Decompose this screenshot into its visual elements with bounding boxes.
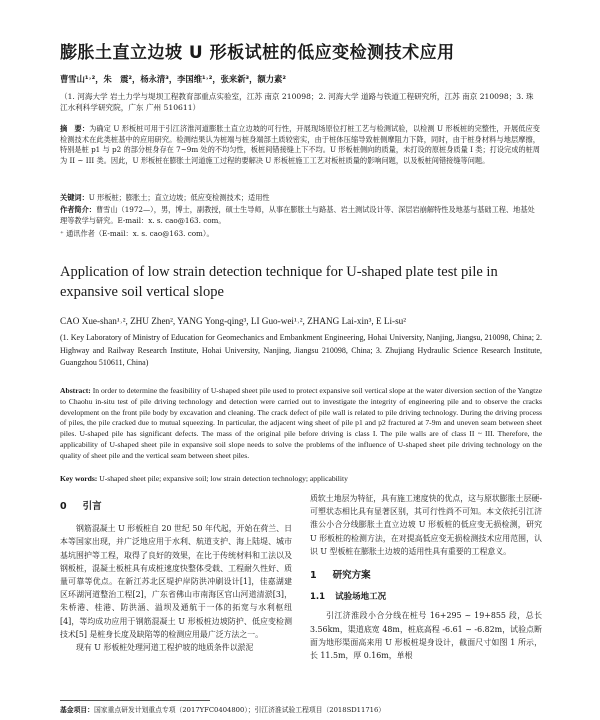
section-heading-1	[310, 569, 542, 582]
chinese-abstract-text: 为确定 U 形板桩可用于引江济淮河道膨胀土直立边坡的可行性，开展现场原位打桩工艺与检测试验，以检测 U 形板桩的完整性，开展低应变检测技术在此类桩基中的应用研究。检测结果认为桩端与桩身端部土质较密实，由于桩体压缩导致桩侧摩阻力下降，同时，由于桩身材料与地层摩擦，特别是桩 p1 与 p2 的部分桩身存在 7~9m 处的不均匀性，板桩间错接缝上下不均。U 形板桩侧向的质量，未打设的原桩身质量 I 类；打设完成的桩周为 II ~ III 类。因此，U 形板桩在膨胀土河道施工过程的要解决 U 形板桩施工工艺对板桩质量的影响问题，以及板桩间错接缝等问题。	[60, 124, 540, 165]
chinese-affiliations: （1. 河海大学 岩土力学与堤坝工程教育部重点实验室，江苏 南京 210098；2. 河海大学 道路与铁道工程研究所，江苏 南京 210098；3. 珠江水利科学研究院，广东 广州 510611）	[60, 92, 534, 112]
footnote-divider	[60, 700, 210, 701]
subsection-number: 1.1	[310, 592, 326, 603]
intro-paragraph: 钢筋混凝土 U 形板桩自 20 世纪 50 年代起，开始在荷兰、日本等国家出现，并广泛地应用于水利、航道支护、海上陆堤、城市基坑围护等工程，取得了良好的效果，在比于传统材料和工法以及钢板桩，混凝土板桩具有成桩速度快整体受载、工程耐久性好、质量可靠等优点。在新江苏北区堤护岸防洪冲刷设计[1]，佳嘉湖建区环湖河道整治工程[2]，广东省佛山市南海区官山河道清淤[3]，朱桥港、桂港、防洪涵、溢坝及通航于一体的拓宽与水利枢纽[4]，等均成功应用于钢筋混凝土 U 形板桩边坡防护、低应变检测技术[5] 是桩身长度及缺陷等的检测应用最广泛方法之一。	[60, 524, 292, 639]
section-heading-intro	[60, 500, 292, 513]
intro-continuation: 质软土地层为特征，具有施工速度快的优点，这与原状膨胀土层硬-可塑状态相比具有显著区别，其可行性尚不可知。本文依托引江济淮公小合分线膨胀土直立边坡 U 形板桩的低应变无损检测，研究 U 形板桩的检测方法，在对提高低应变无损检测技术应用范围，认识 U 型板桩在膨胀土边坡的适用性具有重要的工程意义。	[310, 494, 542, 556]
author-bio-text: 曹雪山（1972—），男，博士，副教授，硕士生导师，从事在膨胀土与路基、岩土测试设计等、深层岩崩解特性及地基与基础工程、地基处理等教学与研究。E-mail：x. s. cao@163. com。	[60, 205, 535, 225]
author-bio	[60, 205, 540, 226]
funding-label: 基金项目：	[60, 706, 94, 714]
english-abstract-label: Abstract:	[60, 386, 91, 395]
section-number: 0	[60, 501, 67, 512]
chinese-abstract-label: 摘 要：	[60, 124, 90, 133]
english-keywords-label: Key words:	[60, 474, 98, 483]
english-keywords	[60, 474, 542, 483]
english-abstract	[60, 386, 542, 462]
corresponding-author: ⁺ 通讯作者（E-mail：x. s. cao@163. com）。	[60, 229, 214, 238]
english-abstract-text: In order to determine the feasibility of U-shaped sheet pile used to protect expansive soil vertical slope at the water diversion section of the Yangtze to Chaohu in-situ test of pile driving technology and detection were carried out to investigate the integrity of engineering pile and to observe the cracks development on the front pile body by excavation and cleaning. The crack defect of pile wall is related to pile driving technology. During the driving process of piles, the pile cracked due to mutual squeezing. In particular, the adjacent wing sheet of pile p1 and p2 fractured at 7-9m and uneven seam between sheet piles. U-shaped pile has significant defects. The mass of the original pile before driving is class I. The pile walls are of class II ~ III. Therefore, the applicability of U-shaped sheet pile in expansive soil slope needs to solve the problems of the influence of U-shaped sheet pile driving technology on the quality of sheet pile and the vertical seam between sheet piles.	[60, 386, 542, 460]
section-1-1-paragraph: 引江济淮段小合分线在桩号 16+295 ~ 19+855 段，总长 3.56km，渠道底宽 48m，桩底高程 -6.61 ~ -6.82m，试验点断面为地形渠面高来用 U 形板桩堤身设计，截面尺寸如图 1 所示，长 11.5m，厚 0.16m，单根	[310, 611, 542, 661]
funding-footnote	[60, 704, 540, 714]
subsection-heading-1-1	[310, 591, 542, 604]
chinese-title: 膨胀土直立边坡 U 形板试桩的低应变检测技术应用	[60, 43, 455, 63]
english-keywords-text: U-shaped sheet pile; expansive soil; low strain detection technology; applicability	[99, 474, 348, 483]
chinese-keywords-text: U 形板桩；膨胀土；直立边坡；低应变检测技术；适用性	[88, 193, 270, 202]
section-title: 引言	[82, 501, 102, 512]
funding-text: 国家重点研发计划重点专项（2017YFC0404800）；引江济淮试验工程项目（2018SD11716）	[93, 706, 386, 714]
chinese-keywords-label: 关键词：	[60, 193, 89, 202]
section-number: 1	[310, 570, 317, 582]
section-title: 研究方案	[332, 570, 371, 582]
body-left-column	[60, 492, 292, 654]
subsection-title: 试验场地工况	[335, 592, 387, 603]
author-bio-label: 作者简介：	[60, 205, 96, 214]
chinese-authors: 曹雪山¹˒²，朱 震²，杨永清³，李国维¹˒²，张来新³，额力素²	[60, 74, 286, 84]
english-title: Application of low strain detection technique for U-shaped plate test pile in expansive soil vertical slope	[60, 264, 498, 300]
english-affiliations: (1. Key Laboratory of Ministry of Education for Geomechanics and Embankment Engineering, Hohai University, Nanjing, Jiangsu, 210098, China; 2. Highway and Railway Research Institute, Hohai University, Nanjing, Jiangsu 210098, China; 3. Zhujiang Hydraulic Science Research Institute, Guangzhou 510611, China)	[60, 333, 542, 367]
chinese-keywords	[60, 193, 540, 204]
body-right-column	[310, 492, 542, 662]
intro-paragraph-2: 现有 U 形板桩处理河道工程护坡的地质条件以淤泥	[76, 643, 254, 653]
chinese-abstract	[60, 124, 540, 166]
english-authors: CAO Xue-shan¹˒², ZHU Zhen², YANG Yong-qing³, LI Guo-wei¹˒², ZHANG Lai-xin³, E Li-su²	[60, 316, 407, 326]
